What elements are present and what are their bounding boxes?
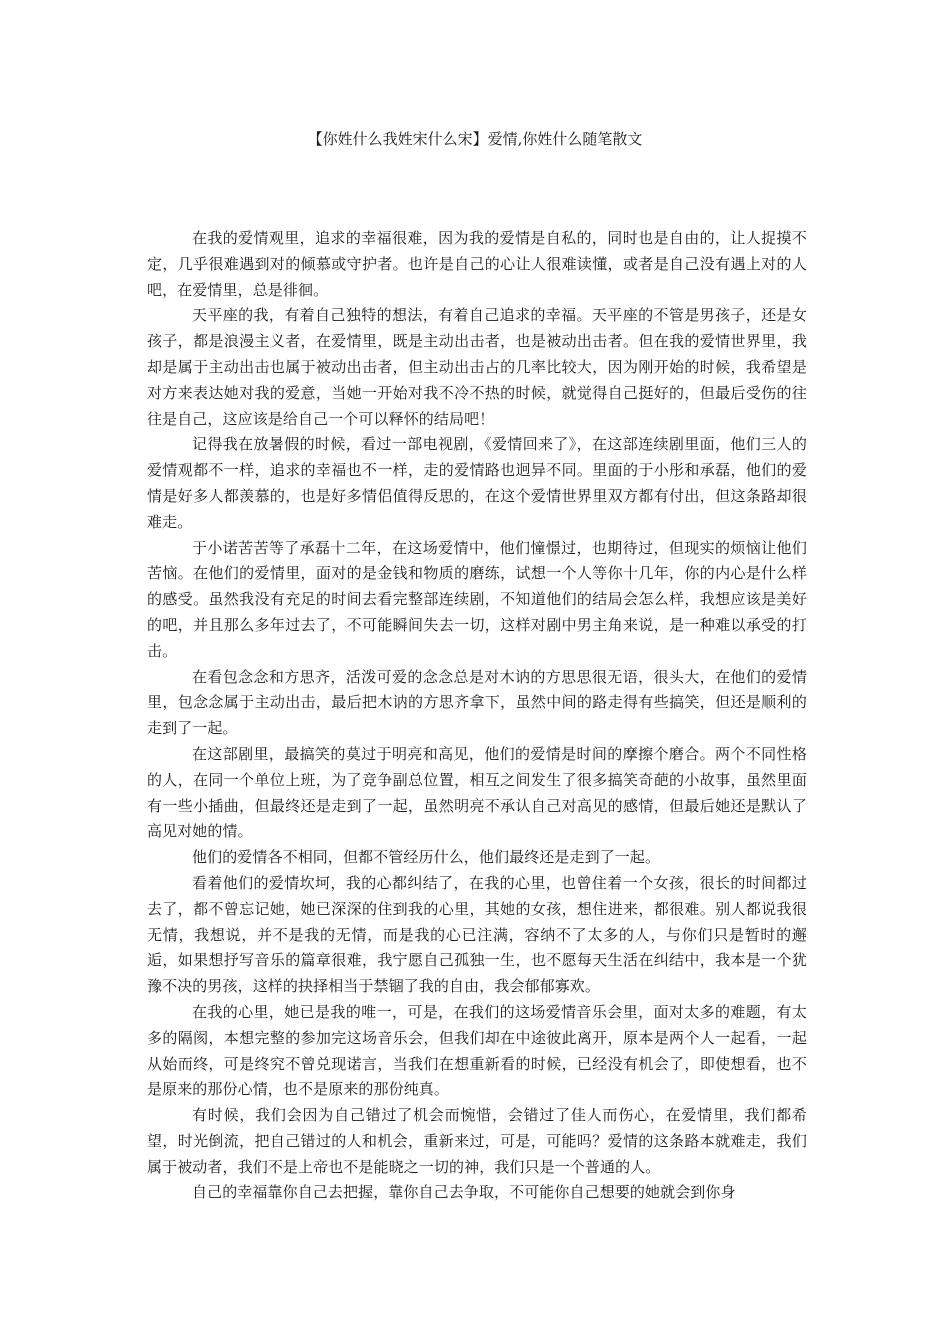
paragraph: 在我的爱情观里，追求的幸福很难，因为我的爱情是自私的，同时也是自由的，让人捉摸不定，几乎很难遇到对的倾慕或守护者。也许是自己的心让人很难读懂，或者是自己没有遇上对的人吧，在爱情里，总是徘徊。 — [147, 229, 807, 299]
paragraph: 记得我在放暑假的时候，看过一部电视剧，《爱情回来了》，在这部连续剧里面，他们三人的爱情观都不一样，追求的幸福也不一样，走的爱情路也迥异不同。里面的于小彤和承磊，他们的爱情是好多人都羡慕的，也是好多情侣值得反思的，在这个爱情世界里双方都有付出，但这条路却很难走。 — [147, 435, 807, 531]
document-title: 【你姓什么我姓宋什么宋】爱情,你姓什么随笔散文 — [307, 130, 643, 148]
paragraph: 在这部剧里，最搞笑的莫过于明亮和高见，他们的爱情是时间的摩擦个磨合。两个不同性格的人，在同一个单位上班，为了竞争副总位置，相互之间发生了很多搞笑奇葩的小故事，虽然里面有一些小插曲，但最终还是走到了一起，虽然明亮不承认自己对高见的感情，但最后她还是默认了高见对她的情。 — [147, 744, 807, 841]
paragraph: 在看包念念和方思齐，活泼可爱的念念总是对木讷的方思思很无语，很头大，在他们的爱情里，包念念属于主动出击，最后把木讷的方思齐拿下，虽然中间的路走得有些搞笑，但还是顺利的走到了一起。 — [147, 667, 807, 738]
paragraph: 在我的心里，她已是我的唯一，可是，在我们的这场爱情音乐会里，面对太多的难题，有太多的隔阂，本想完整的参加完这场音乐会，但我们却在中途彼此离开，原本是两个人一起看，一起从始而终，可是终究不曾兑现诺言，当我们在想重新看的时候，已经没有机会了，即使想看，也不是原来的那份心情，也不是原来的那份纯真。 — [147, 1002, 807, 1099]
paragraph: 他们的爱情各不相同，但都不管经历什么，他们最终还是走到了一起。 — [192, 848, 661, 867]
document-body — [147, 226, 807, 1206]
paragraph: 有时候，我们会因为自己错过了机会而惋惜，会错过了佳人而伤心，在爱情里，我们都希望，时光倒流，把自己错过的人和机会，重新来过，可是，可能吗？爱情的这条路本就难走，我们属于被动者，我们不是上帝也不是能晓之一切的神，我们只是一个普通的人。 — [147, 1106, 807, 1176]
paragraph: 自己的幸福靠你自己去把握，靠你自己去争取，不可能你自己想要的她就会到你身 — [192, 1183, 736, 1202]
paragraph: 于小诺苦苦等了承磊十二年，在这场爱情中，他们憧憬过，也期待过，但现实的烦恼让他们苦恼。在他们的爱情里，面对的是金钱和物质的磨练，试想一个人等你十几年，你的内心是什么样的感受。虽然我没有充足的时间去看完整部连续剧，不知道他们的结局会怎么样，我想应该是美好的吧，并且那么多年过去了，不可能瞬间失去一切，这样对剧中男主角来说，是一种难以承受的打击。 — [147, 538, 807, 660]
paragraph: 天平座的我，有着自己独特的想法，有着自己追求的幸福。天平座的不管是男孩子，还是女孩子，都是浪漫主义者，在爱情里，既是主动出击者，也是被动出击者。但在我的爱情世界里，我却是属于主动出击也属于被动出击者，但主动出击占的几率比较大，因为刚开始的时候，我希望是对方来表达她对我的爱意，当她一开始对我不冷不热的时候，就觉得自己挺好的，但最后受伤的往往是自己，这应该是给自己一个可以释怀的结局吧！ — [147, 306, 807, 428]
paragraph: 看着他们的爱情坎坷，我的心都纠结了，在我的心里，也曾住着一个女孩，很长的时间都过去了，都不曾忘记她，她已深深的住到我的心里，其她的女孩，想住进来，都很难。别人都说我很无情，我想说，并不是我的无情，而是我的心已注满，容纳不了太多的人，与你们只是暂时的邂逅，如果想抒写音乐的篇章很难，我宁愿自己孤独一生，也不愿每天生活在纠结中，我本是一个犹豫不决的男孩，这样的抉择相当于禁锢了我的自由，我会郁郁寡欢。 — [147, 873, 807, 996]
